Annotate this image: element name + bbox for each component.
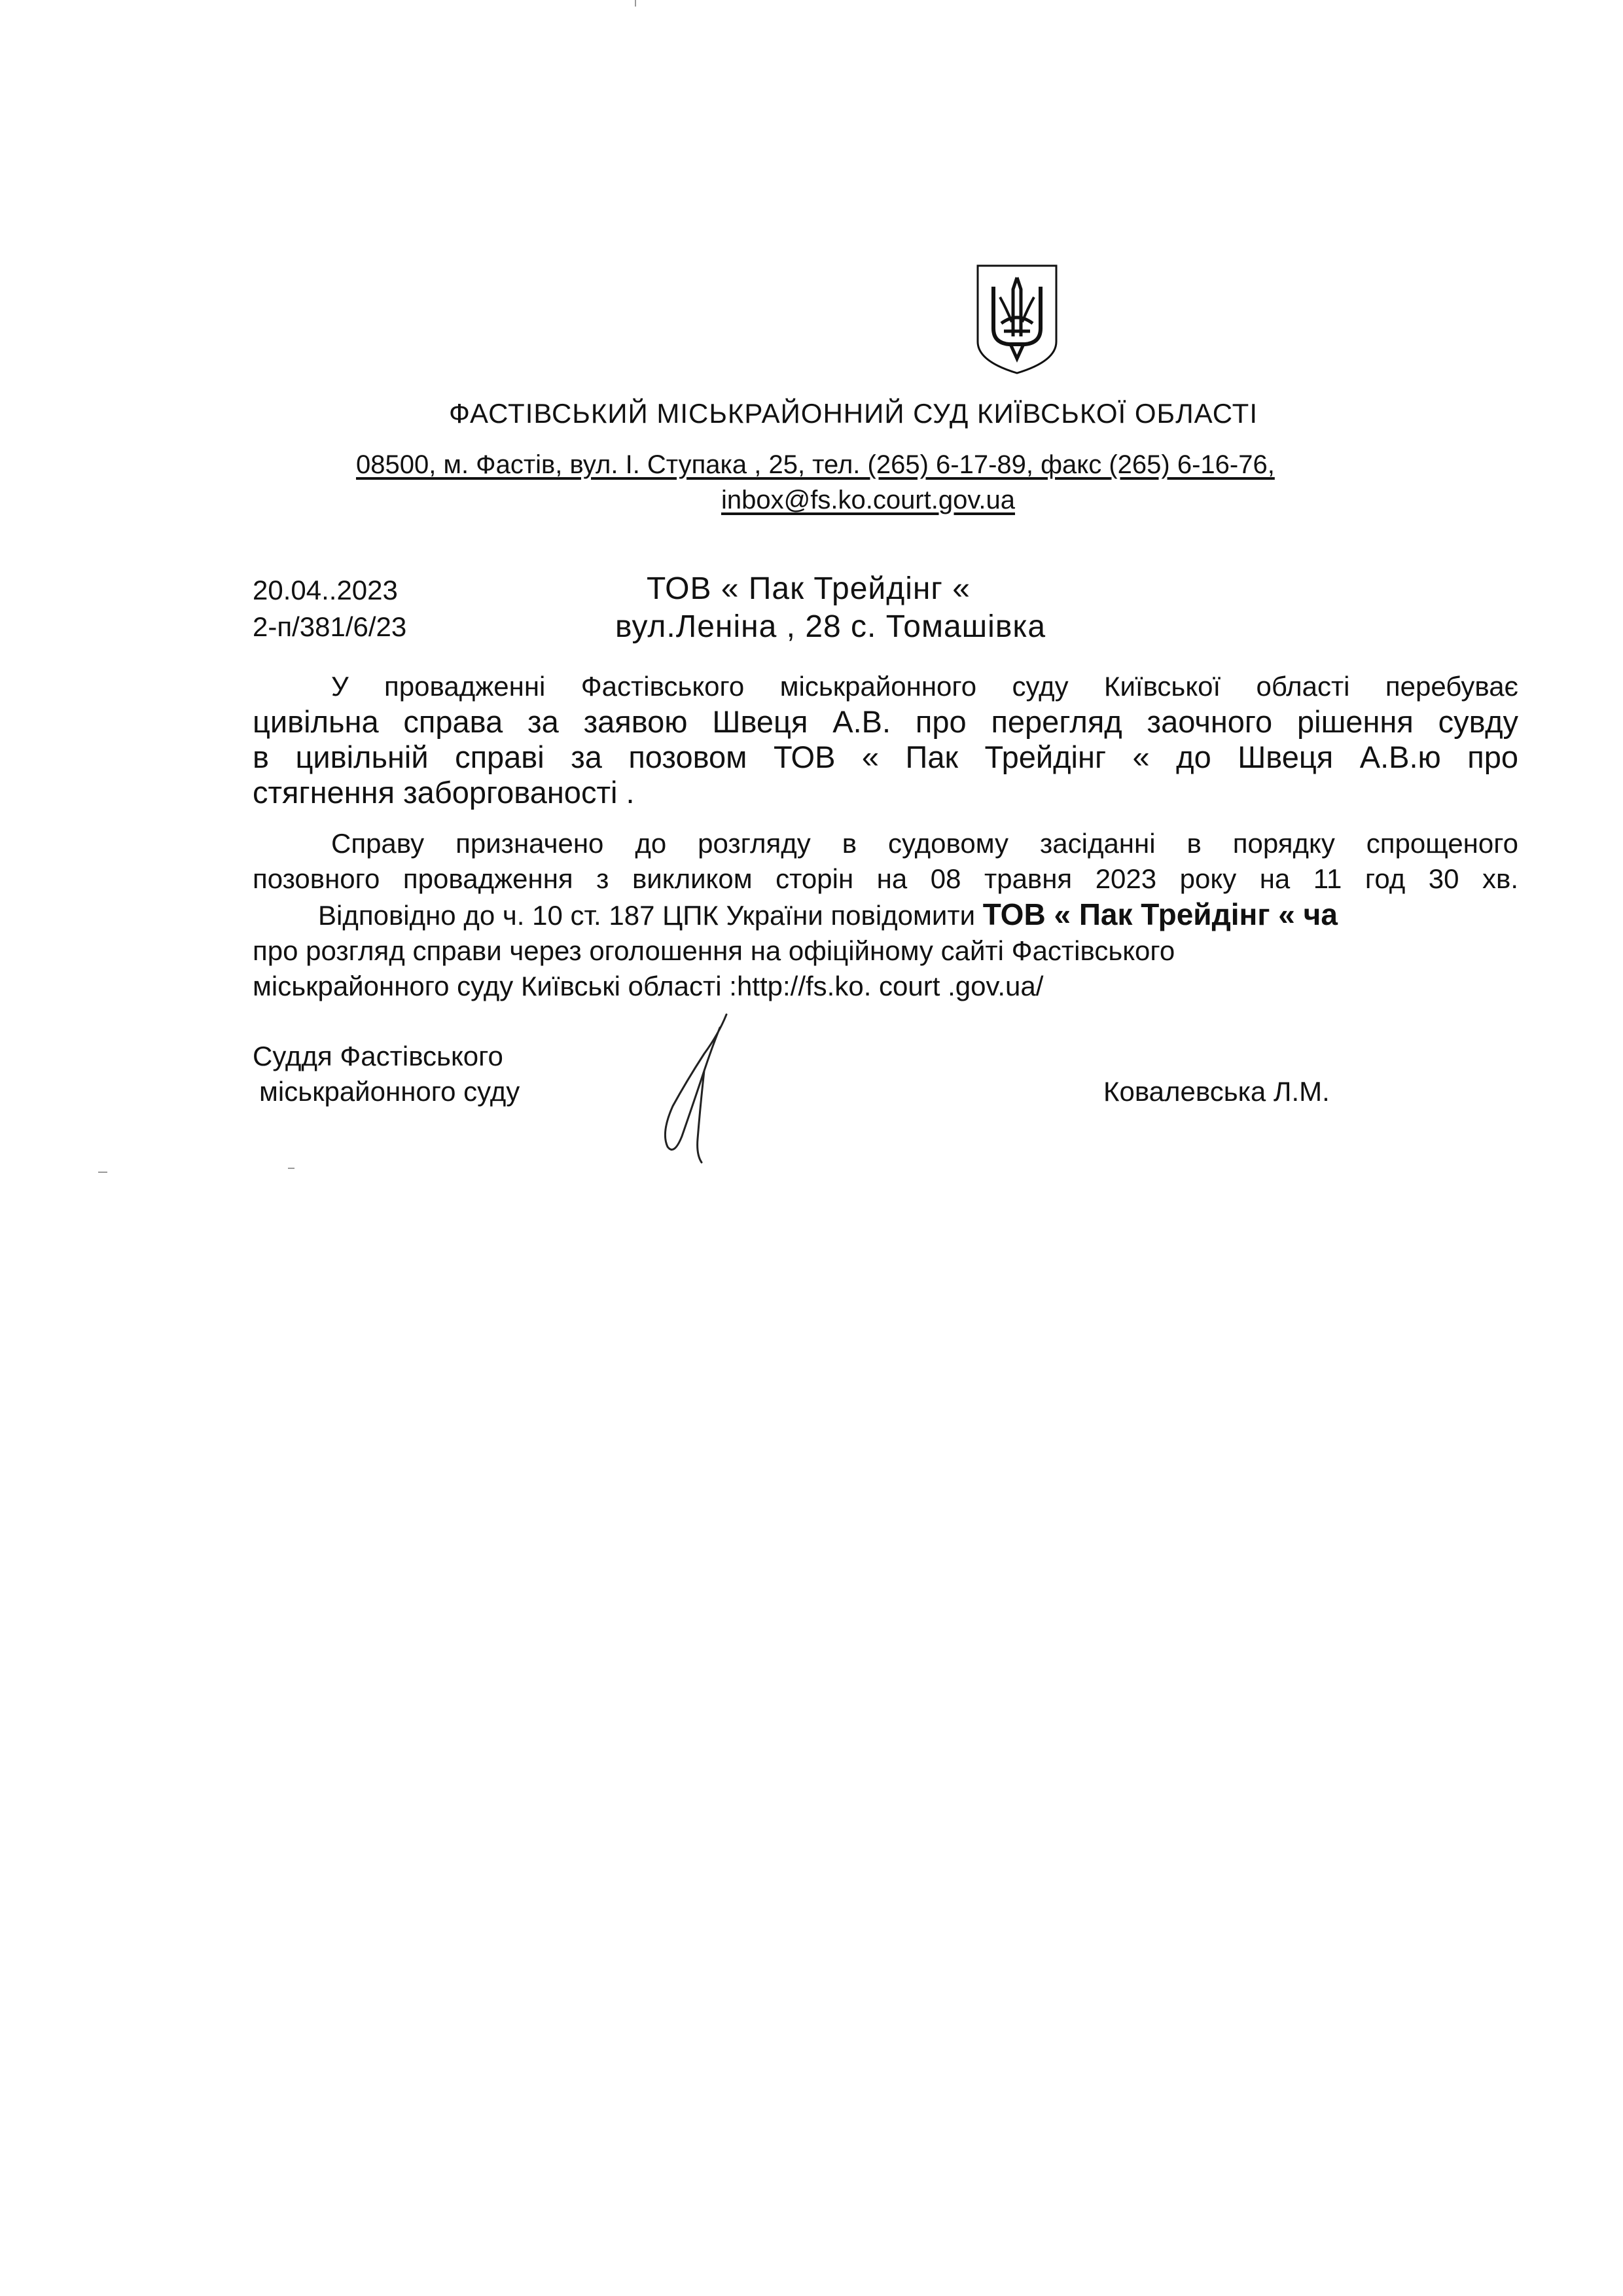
paragraph-line: Справу призначено до розгляду в судовому засіданні в порядку спрощеного <box>331 828 1518 859</box>
notification-text: Відповідно до ч. 10 ст. 187 ЦПК України повідомити <box>318 900 983 931</box>
judge-name: Ковалевська Л.М. <box>1103 1076 1330 1107</box>
handwritten-signature <box>641 1008 746 1165</box>
paragraph-case-description <box>253 669 1518 810</box>
paragraph-notification <box>253 897 1518 1004</box>
court-address: 08500, м. Фастів, вул. І. Ступака , 25, тел. (265) 6-17-89, факс (265) 6-16-76, <box>356 450 1275 479</box>
notification-recipient: ТОВ « Пак Трейдінг « ча <box>982 897 1338 931</box>
paragraph-line <box>253 897 1518 933</box>
scan-speck <box>98 1172 107 1173</box>
case-number: 2-п/381/6/23 <box>253 611 407 642</box>
recipient-name: ТОВ « Пак Трейдінг « <box>647 571 971 606</box>
judge-title-line1: Суддя Фастівського <box>253 1041 503 1071</box>
scan-speck <box>288 1168 294 1169</box>
court-email: inbox@fs.ko.court.gov.ua <box>721 486 1015 514</box>
court-name: ФАСТІВСЬКИЙ МІСЬКРАЙОННИЙ СУД КИЇВСЬКОЇ ОБЛАСТІ <box>449 398 1258 429</box>
judge-title-line2: міськрайонного суду <box>259 1076 520 1107</box>
recipient-address: вул.Леніна , 28 с. Томашівка <box>615 609 1046 644</box>
document-date: 20.04..2023 <box>253 575 398 605</box>
paragraph-line: в цивільній справі за позовом ТОВ « Пак Трейдінг « до Швеця А.В.ю про <box>253 740 1518 774</box>
scan-speck <box>635 0 636 7</box>
paragraph-line: про розгляд справи через оголошення на офіційному сайті Фастівського <box>253 935 1175 966</box>
paragraph-line: цивільна справа за заявою Швеця А.В. про перегляд заочного рішення сувду <box>253 704 1518 739</box>
paragraph-line: стягнення заборгованості . <box>253 775 635 810</box>
paragraph-hearing-date <box>253 826 1518 897</box>
paragraph-line: У провадженні Фастівського міськрайонного суду Київської області перебуває <box>331 671 1518 702</box>
trident-coat-of-arms-icon <box>975 263 1059 376</box>
paragraph-line: міськрайонного суду Київські області :http://fs.ko. court .gov.ua/ <box>253 971 1044 1001</box>
paragraph-line: позовного провадження з викликом сторін на 08 травня 2023 року на 11 год 30 хв. <box>253 863 1518 894</box>
